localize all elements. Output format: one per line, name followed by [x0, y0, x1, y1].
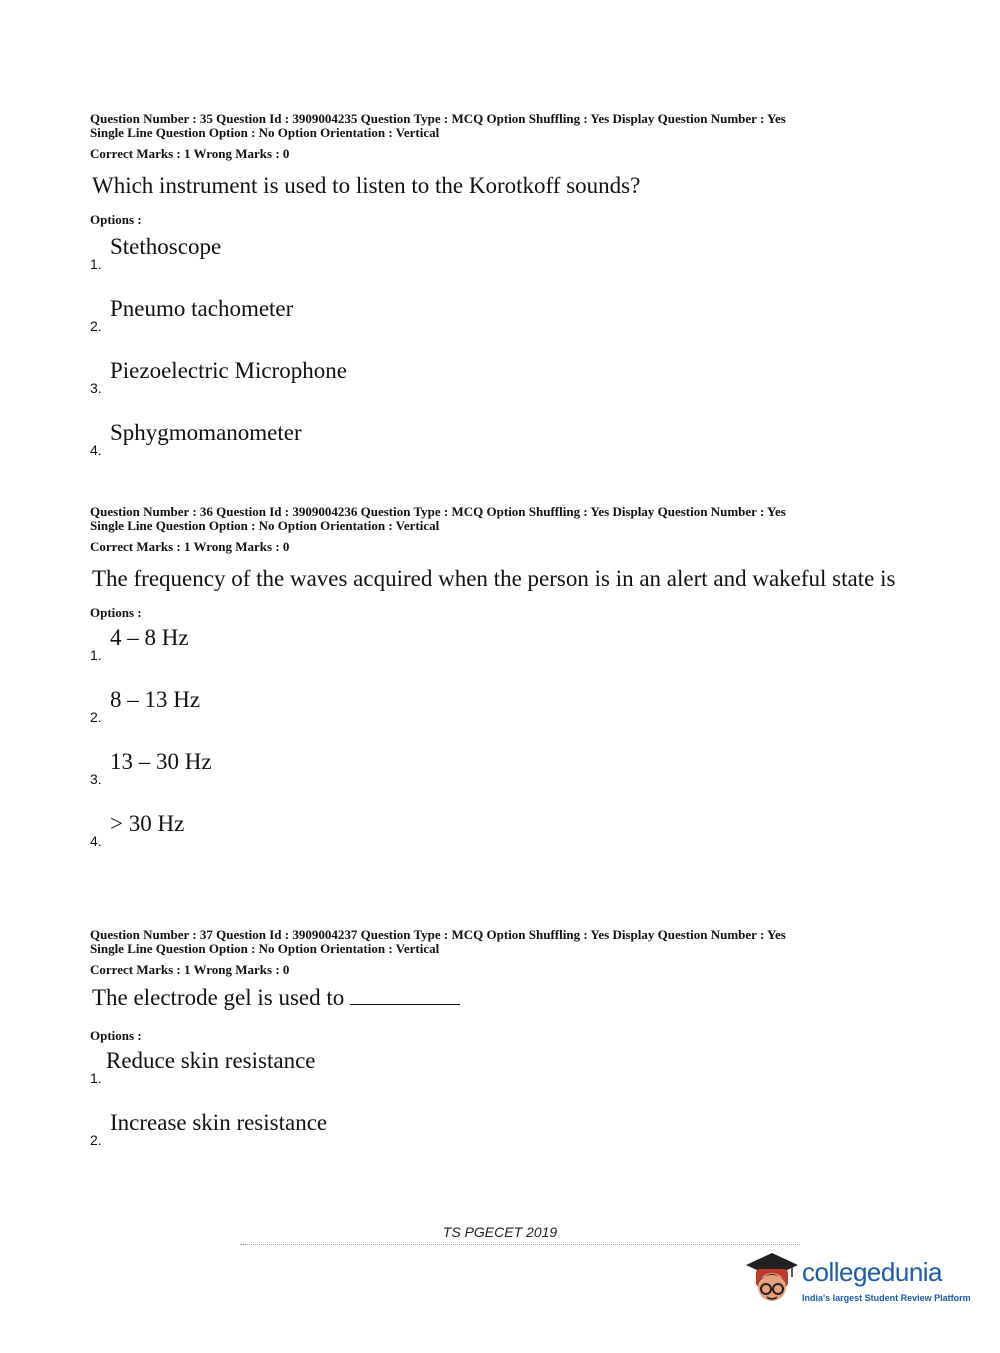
footer-text: TS PGECET 2019 [442, 1224, 558, 1240]
answer-blank [350, 986, 460, 1005]
option-1 [90, 234, 930, 296]
option-text: Pneumo tachometer [110, 296, 294, 321]
option-4 [90, 811, 930, 873]
option-text: > 30 Hz [110, 811, 185, 836]
question-block-36 [90, 505, 930, 873]
question-marks: Correct Marks : 1 Wrong Marks : 0 [90, 962, 290, 977]
question-meta: Question Number : 36 Question Id : 3909004236 Question Type : MCQ Option Shuffling : Yes Display Question Number : Yes [90, 504, 786, 519]
option-3 [90, 749, 930, 811]
question-marks: Correct Marks : 1 Wrong Marks : 0 [90, 539, 290, 554]
option-text: Piezoelectric Microphone [110, 358, 347, 383]
question-text: The frequency of the waves acquired when the person is in an alert and wakeful state is [92, 566, 896, 591]
logo-tagline: India's largest Student Review Platform [802, 1293, 971, 1303]
option-text: 8 – 13 Hz [110, 687, 201, 712]
option-number: 4. [90, 833, 102, 849]
option-number: 3. [90, 380, 102, 396]
question-meta: Question Number : 37 Question Id : 3909004237 Question Type : MCQ Option Shuffling : Yes Display Question Number : Yes [90, 927, 786, 942]
question-text: Which instrument is used to listen to the Korotkoff sounds? [92, 173, 641, 198]
option-number: 4. [90, 442, 102, 458]
option-1 [90, 625, 930, 687]
question-text-row [92, 982, 930, 1014]
option-2 [90, 687, 930, 749]
collegedunia-logo [742, 1245, 972, 1315]
options-label: Options : [90, 605, 142, 620]
option-2 [90, 1110, 930, 1172]
option-number: 1. [90, 256, 102, 272]
question-text: The electrode gel is used to [92, 985, 345, 1010]
question-block-35 [90, 112, 930, 482]
logo-name: collegedunia [802, 1257, 943, 1287]
question-meta-2: Single Line Question Option : No Option Orientation : Vertical [90, 125, 440, 140]
option-text: Stethoscope [110, 234, 222, 259]
question-meta-2: Single Line Question Option : No Option Orientation : Vertical [90, 941, 440, 956]
question-meta: Question Number : 35 Question Id : 3909004235 Question Type : MCQ Option Shuffling : Yes Display Question Number : Yes [90, 111, 786, 126]
option-text: 13 – 30 Hz [110, 749, 212, 774]
footer-divider [240, 1244, 800, 1245]
option-1 [90, 1048, 930, 1110]
question-marks: Correct Marks : 1 Wrong Marks : 0 [90, 146, 290, 161]
option-2 [90, 296, 930, 358]
option-text: Reduce skin resistance [106, 1048, 316, 1073]
option-number: 2. [90, 1132, 102, 1148]
option-text: Increase skin resistance [110, 1110, 328, 1135]
question-meta-2: Single Line Question Option : No Option Orientation : Vertical [90, 518, 440, 533]
option-number: 1. [90, 647, 102, 663]
option-number: 1. [90, 1070, 102, 1086]
option-4 [90, 420, 930, 482]
option-number: 2. [90, 709, 102, 725]
question-block-37 [90, 928, 930, 1172]
options-label: Options : [90, 1028, 142, 1043]
option-3 [90, 358, 930, 420]
option-text: Sphygmomanometer [110, 420, 302, 445]
option-text: 4 – 8 Hz [110, 625, 189, 650]
option-number: 2. [90, 318, 102, 334]
option-number: 3. [90, 771, 102, 787]
options-label: Options : [90, 212, 142, 227]
mascot-icon [742, 1247, 800, 1316]
